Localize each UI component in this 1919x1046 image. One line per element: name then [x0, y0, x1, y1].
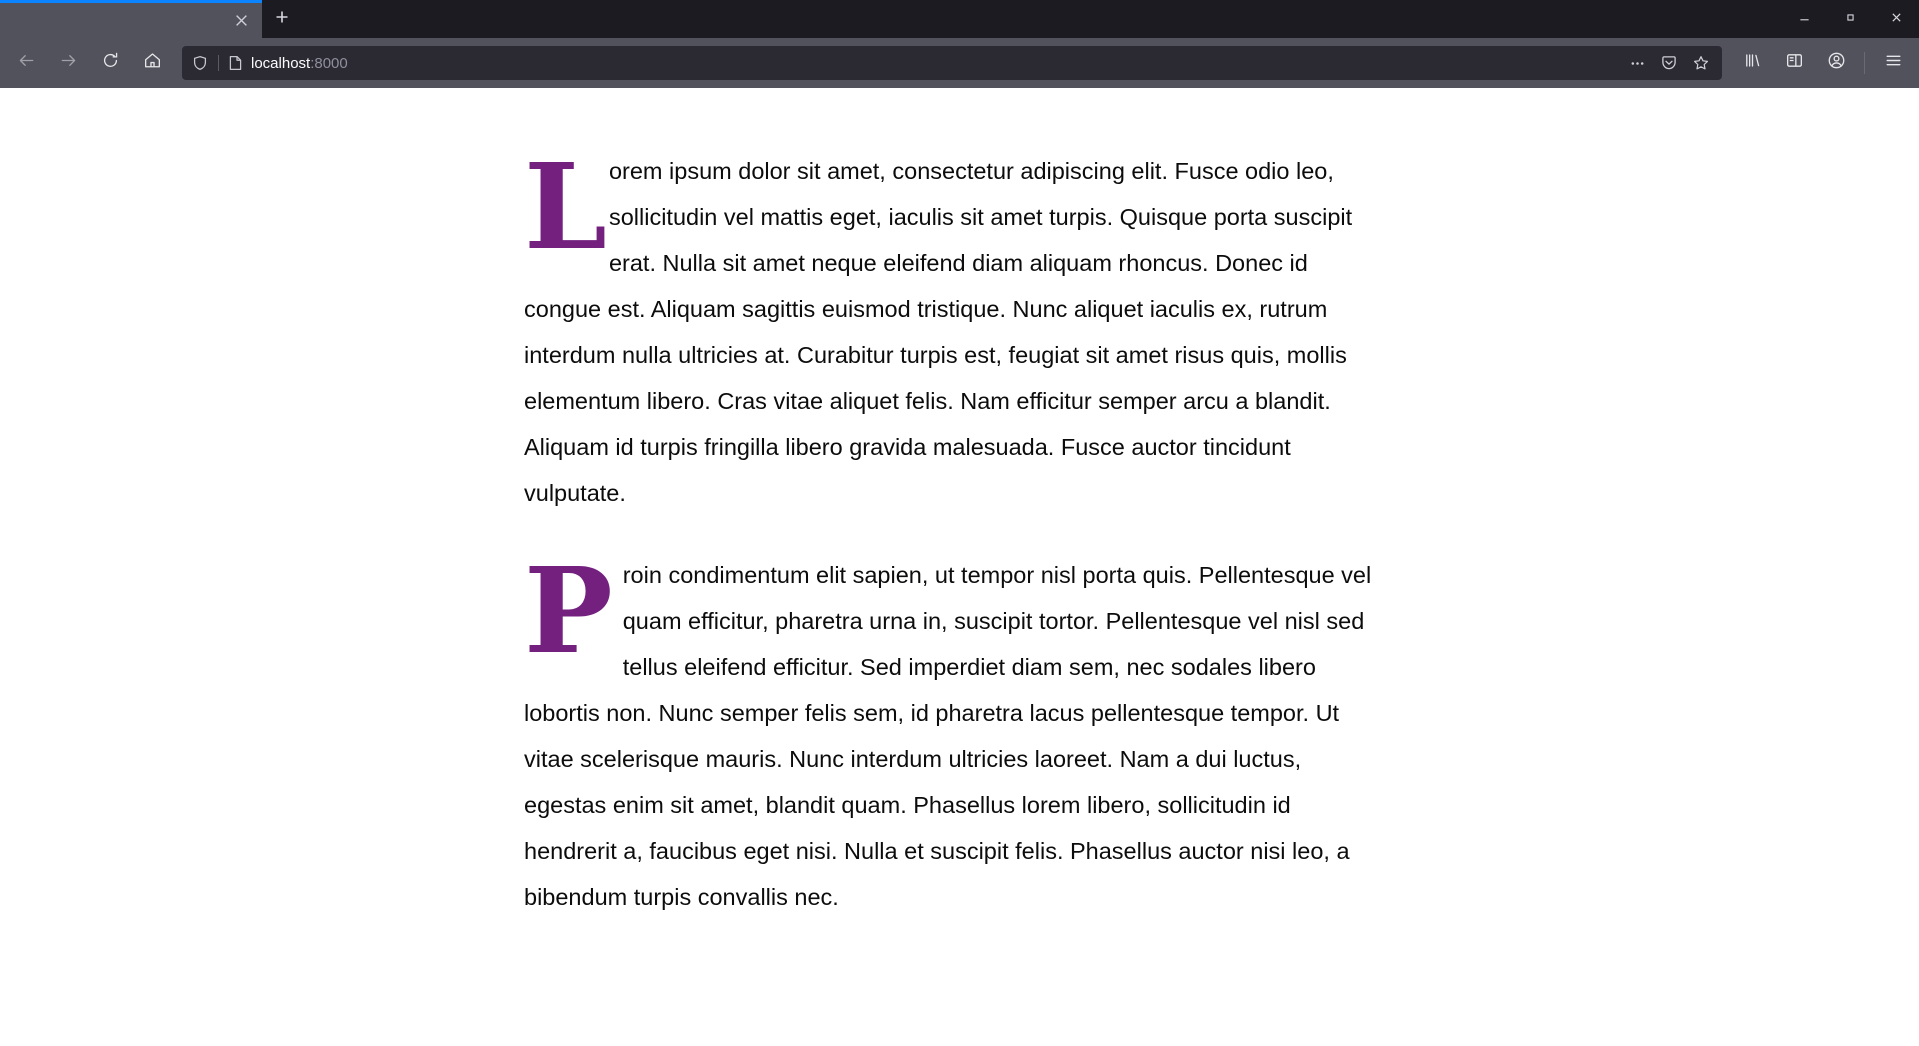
article	[524, 137, 1386, 920]
reload-icon	[101, 51, 120, 75]
account-circle-icon	[1827, 51, 1846, 75]
paragraph-2	[524, 541, 1386, 920]
forward-button[interactable]	[48, 45, 88, 81]
url-bar-actions	[1622, 49, 1716, 77]
plus-icon	[274, 9, 290, 30]
close-button[interactable]	[1873, 0, 1919, 38]
url-bar[interactable]	[182, 46, 1722, 80]
maximize-icon	[1845, 10, 1856, 28]
new-tab-button[interactable]	[262, 0, 302, 38]
navigation-toolbar	[0, 38, 1919, 88]
library-button[interactable]	[1732, 45, 1772, 81]
arrow-right-icon	[59, 51, 78, 75]
pocket-icon[interactable]	[1654, 49, 1684, 77]
page-info-icon[interactable]	[228, 55, 243, 71]
arrow-left-icon	[17, 51, 36, 75]
paragraph-1	[524, 137, 1386, 516]
tab-strip	[0, 0, 1919, 38]
page-content	[0, 88, 1919, 920]
page-viewport[interactable]	[0, 88, 1919, 1046]
tracking-protection-shield-icon[interactable]	[192, 55, 219, 71]
url-host: localhost	[251, 54, 311, 72]
home-button[interactable]	[132, 45, 172, 81]
reload-button[interactable]	[90, 45, 130, 81]
app-menu-button[interactable]	[1873, 45, 1913, 81]
dropcap-letter-p: P	[524, 541, 613, 680]
maximize-button[interactable]	[1827, 0, 1873, 38]
sidebar-button[interactable]	[1774, 45, 1814, 81]
browser-tab-active[interactable]	[0, 0, 262, 38]
minimize-icon	[1799, 10, 1810, 28]
library-icon	[1743, 51, 1762, 75]
hamburger-menu-icon	[1884, 51, 1903, 75]
minimize-button[interactable]	[1781, 0, 1827, 38]
url-port: :8000	[310, 54, 348, 72]
window-controls	[1781, 0, 1919, 38]
back-button[interactable]	[6, 45, 46, 81]
paragraph-1-text: orem ipsum dolor sit amet, consectetur adipiscing elit. Fusce odio leo, sollicitudin vel mattis eget, iaculis sit amet turpis. Quisque porta suscipit erat. Nulla sit amet neque eleifend diam aliquam rhoncus. Donec id congue est. Aliquam sagittis euismod tristique. Nunc aliquet iaculis ex, rutrum interdum nulla ultricies at. Curabitur turpis est, feugiat sit amet risus quis, mollis elementum libero. Cras vitae aliquet felis. Nam efficitur semper arcu a blandit. Aliquam id turpis fringilla libero gravida malesuada. Fusce auctor tincidunt vulputate.	[524, 158, 1353, 506]
paragraph-2-text: roin condimentum elit sapien, ut tempor nisl porta quis. Pellentesque vel quam efficitur, pharetra urna in, suscipit tortor. Pellentesque vel nisl sed tellus eleifend efficitur. Sed imperdiet diam sem, nec sodales libero lobortis non. Nunc semper felis sem, id pharetra lacus pellentesque tempor. Ut vitae scelerisque mauris. Nunc interdum ultricies laoreet. Nam a dui luctus, egestas enim sit amet, blandit quam. Phasellus lorem libero, sollicitudin id hendrerit a, faucibus eget nisi. Nulla et suscipit felis. Phasellus auctor nisi leo, a bibendum turpis convallis nec.	[524, 562, 1372, 910]
toolbar-separator	[1864, 52, 1865, 74]
toolbar-right-actions	[1732, 45, 1913, 81]
home-icon	[143, 51, 162, 75]
account-button[interactable]	[1816, 45, 1856, 81]
bookmark-star-icon[interactable]	[1686, 49, 1716, 77]
close-icon	[1891, 10, 1902, 28]
sidebar-icon	[1785, 51, 1804, 75]
dropcap-letter-l: L	[524, 137, 607, 276]
close-tab-icon[interactable]	[228, 8, 254, 34]
page-actions-more-icon[interactable]	[1622, 49, 1652, 77]
url-text[interactable]	[251, 55, 1622, 72]
